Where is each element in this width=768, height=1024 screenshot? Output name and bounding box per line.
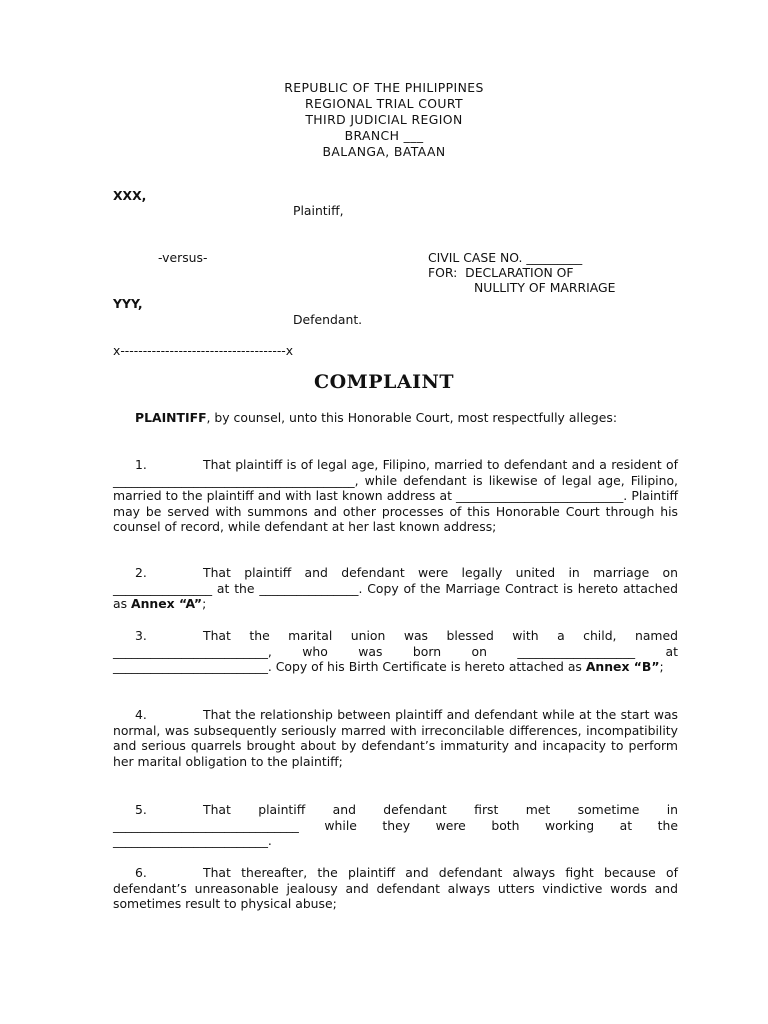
versus-label: -versus- — [158, 250, 208, 265]
caption-republic: REPUBLIC OF THE PHILIPPINES — [284, 80, 484, 95]
case-for-line2: NULLITY OF MARRIAGE — [474, 280, 616, 295]
paragraph-6 — [113, 865, 678, 912]
paragraph-4-text: That the relationship between plaintiff and defendant while at the start was normal, was subsequently seriously marred with irreconcilable differences, incompatibility and serious quarrels brought about by defendant’s immaturity and incapacity to perform her marital obligation to the plaintiff; — [113, 707, 678, 769]
paragraph-6-number: 6. — [135, 865, 147, 880]
civil-case-number: CIVIL CASE NO. _________ — [428, 250, 583, 265]
intro-lead: PLAINTIFF — [135, 410, 207, 425]
paragraph-3-end: ; — [659, 659, 664, 674]
defendant-name: YYY, — [113, 296, 143, 311]
paragraph-3 — [113, 628, 678, 675]
defendant-label: Defendant. — [293, 312, 363, 327]
caption-court: REGIONAL TRIAL COURT — [305, 96, 463, 111]
caption-branch: BRANCH ___ — [344, 128, 424, 143]
caption-location: BALANGA, BATAAN — [322, 144, 446, 159]
annex-a-reference: Annex “A” — [131, 596, 203, 611]
court-caption — [0, 80, 768, 160]
intro-paragraph — [113, 410, 678, 426]
paragraph-4-number: 4. — [135, 707, 147, 722]
caption-region: THIRD JUDICIAL REGION — [305, 112, 463, 127]
intro-text: , by counsel, unto this Honorable Court, most respectfully alleges: — [206, 410, 618, 425]
paragraph-5-number: 5. — [135, 802, 147, 817]
paragraph-1-number: 1. — [135, 457, 147, 472]
document-title: COMPLAINT — [314, 371, 454, 393]
paragraph-5 — [113, 802, 678, 849]
annex-b-reference: Annex “B” — [585, 659, 660, 674]
paragraph-2-end: ; — [202, 596, 207, 611]
paragraph-2-number: 2. — [135, 565, 147, 580]
plaintiff-name: XXX, — [113, 188, 147, 203]
paragraph-6-text: That thereafter, the plaintiff and defendant always fight because of defendant’s unreasonable jealousy and defendant always utters vindictive words and sometimes result to physical abuse; — [113, 865, 678, 911]
paragraph-2-text: That plaintiff and defendant were legally united in marriage on ________________ at the ________________. Copy of the Marriage Contract is hereto attached as — [113, 565, 678, 611]
plaintiff-label: Plaintiff, — [293, 203, 344, 218]
paragraph-3-number: 3. — [135, 628, 147, 643]
paragraph-5-text: That plaintiff and defendant first met sometime in ______________________________ while they were both working at the _________________________. — [113, 802, 678, 848]
paragraph-1 — [113, 457, 678, 535]
caption-separator: x-------------------------------------x — [113, 343, 294, 358]
paragraph-3-text: That the marital union was blessed with a child, named _________________________, who was born on ___________________ at _________________________. Copy of his Birth Certificate is hereto attached as — [113, 628, 678, 674]
paragraph-2 — [113, 565, 678, 612]
case-for-line1: FOR: DECLARATION OF — [428, 265, 574, 280]
paragraph-4 — [113, 707, 678, 769]
paragraph-1-text: That plaintiff is of legal age, Filipino, married to defendant and a resident of _______________________________________, while defendant is likewise of legal age, Filipino, married to the plaintiff and with last known address at ___________________________. Plaintiff may be served with summons and other processes of this Honorable Court through his counsel of record, while defendant at her last known address; — [113, 457, 678, 534]
